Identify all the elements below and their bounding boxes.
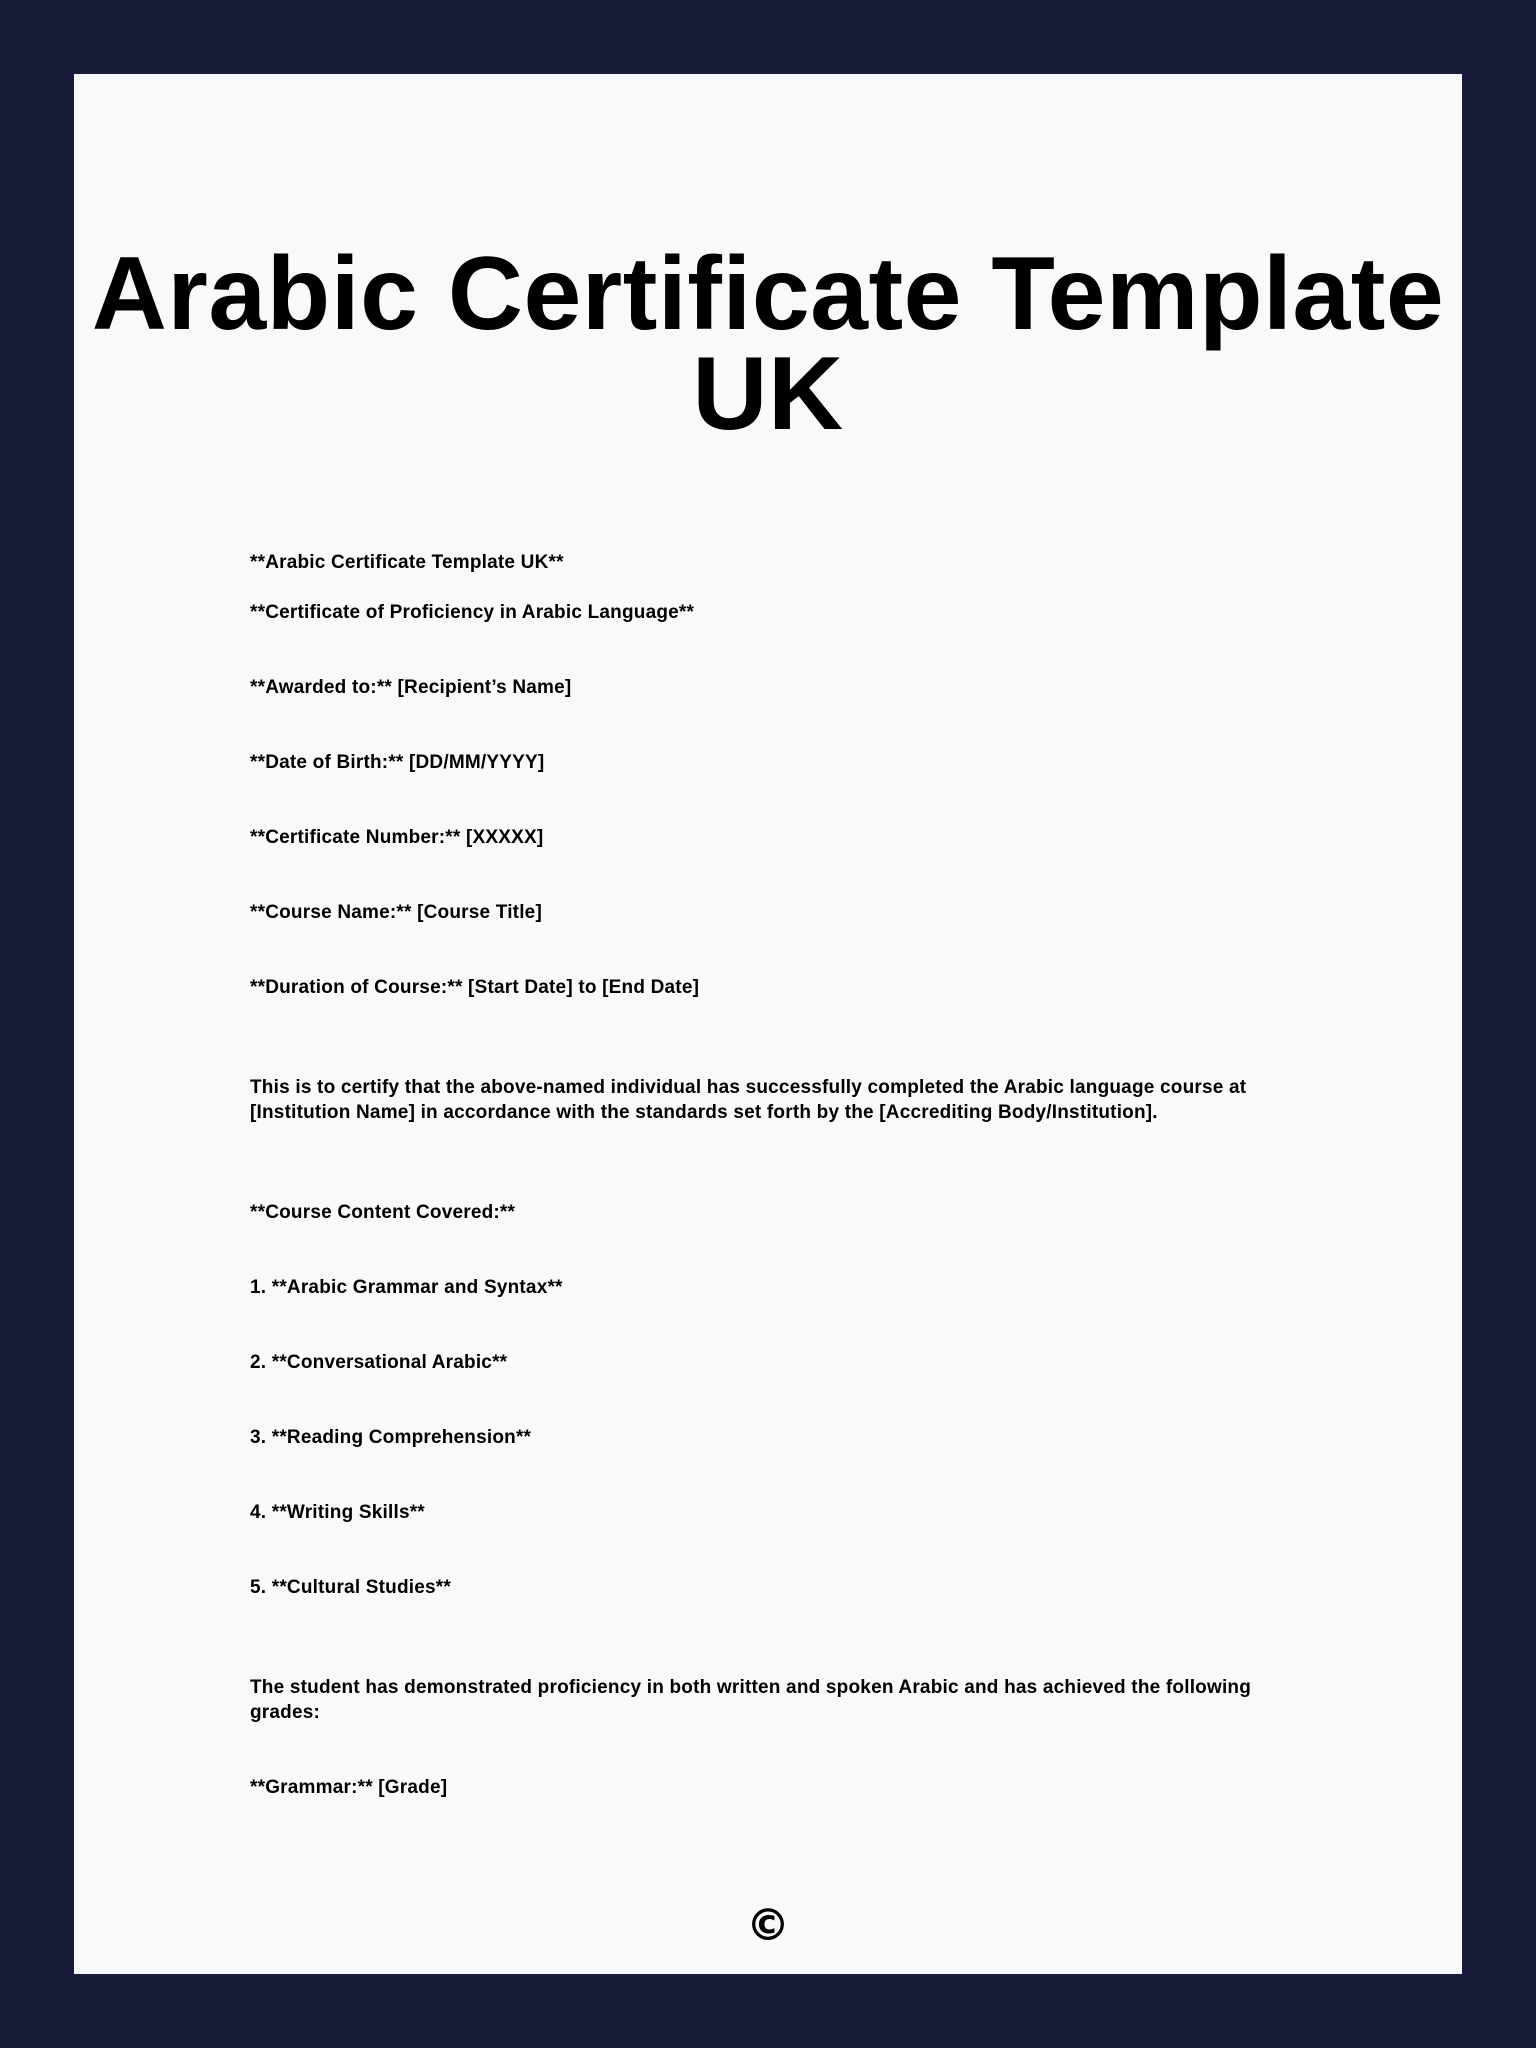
certify-paragraph: This is to certify that the above-named individual has successfully completed the Arabic language course at [Institution Name] in accordance with the standards set forth by the [Accrediting Body/Institution].	[250, 1077, 1247, 1123]
date-of-birth-field: **Date of Birth:** [DD/MM/YYYY]	[250, 752, 545, 773]
content-item-reading: 3. **Reading Comprehension**	[250, 1427, 532, 1448]
grades-paragraph: The student has demonstrated proficiency in both written and spoken Arabic and has achieved the following grades:	[250, 1677, 1252, 1723]
certificate-number-field: **Certificate Number:** [XXXXX]	[250, 827, 544, 848]
copyright-icon: ©	[746, 1900, 790, 1951]
grammar-grade-line: **Grammar:** [Grade]	[250, 1777, 448, 1798]
course-duration-field: **Duration of Course:** [Start Date] to [End Date]	[250, 977, 700, 998]
awarded-to-field: **Awarded to:** [Recipient’s Name]	[250, 677, 572, 698]
content-item-writing: 4. **Writing Skills**	[250, 1502, 425, 1523]
content-item-grammar: 1. **Arabic Grammar and Syntax**	[250, 1277, 563, 1298]
course-content-heading: **Course Content Covered:**	[250, 1202, 516, 1223]
certificate-heading: **Arabic Certificate Template UK**	[250, 552, 564, 573]
certificate-subheading: **Certificate of Proficiency in Arabic Language**	[250, 602, 695, 623]
page-title: Arabic Certificate Template UK	[91, 236, 1445, 452]
course-name-field: **Course Name:** [Course Title]	[250, 902, 542, 923]
content-item-conversational: 2. **Conversational Arabic**	[250, 1352, 508, 1373]
content-item-cultural: 5. **Cultural Studies**	[250, 1577, 451, 1598]
certificate-page	[74, 74, 1462, 1974]
